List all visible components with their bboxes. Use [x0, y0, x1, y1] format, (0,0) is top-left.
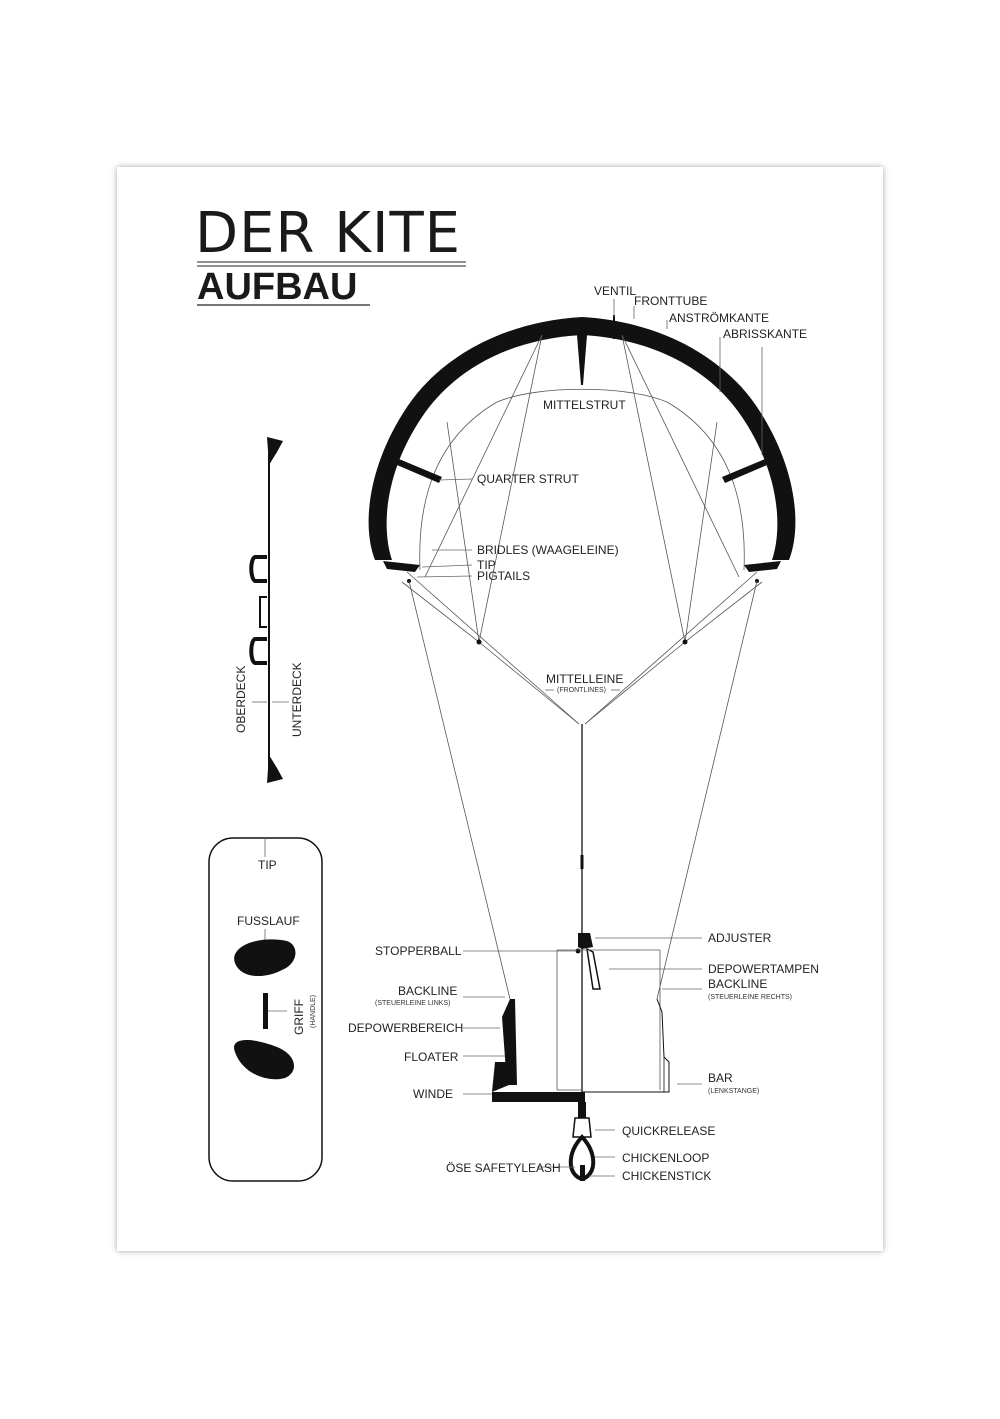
kite-anatomy-diagram — [117, 167, 883, 1251]
label-frontlines: (FRONTLINES) — [557, 687, 606, 694]
label-unterdeck: UNTERDECK — [290, 662, 304, 737]
board-side-view — [251, 437, 283, 783]
stopperball — [576, 949, 581, 954]
label-backline-left-sub: (STEUERLEINE LINKS) — [375, 1000, 451, 1007]
title: DER KITE — [195, 201, 462, 266]
label-chickenstick: CHICKENSTICK — [622, 1169, 712, 1183]
label-mittelleine: MITTELLEINE — [546, 672, 624, 686]
kite-tip-right — [744, 561, 781, 572]
bar-winder-left — [492, 1062, 509, 1092]
bar-left-end — [492, 1092, 585, 1102]
kite-bridles — [402, 335, 762, 724]
poster — [117, 167, 883, 1251]
label-mittelstrut: MITTELSTRUT — [543, 398, 626, 412]
subtitle: AUFBAU — [197, 266, 358, 308]
label-depowerbereich: DEPOWERBEREICH — [348, 1021, 464, 1035]
adjuster — [578, 933, 593, 949]
label-tip-kite: TIP — [477, 558, 496, 572]
backline-left-line — [409, 581, 510, 999]
label-quarter-strut: QUARTER STRUT — [477, 472, 579, 486]
footpad-top — [234, 939, 295, 976]
label-board-tip: TIP — [258, 858, 277, 872]
label-depowertampen: DEPOWERTAMPEN — [708, 962, 819, 976]
label-fronttube: FRONTTUBE — [634, 294, 708, 308]
label-floater: FLOATER — [404, 1050, 459, 1064]
kite-tip-left — [383, 561, 420, 572]
label-backline-right-sub: (STEUERLEINE RECHTS) — [708, 994, 793, 1001]
label-adjuster: ADJUSTER — [708, 931, 772, 945]
board-handle — [263, 993, 268, 1029]
kite-center-strut — [577, 335, 587, 385]
label-backline-left: BACKLINE — [398, 984, 458, 998]
quickrelease — [578, 1102, 586, 1118]
label-anstroemkante: ANSTRÖMKANTE — [669, 311, 770, 325]
kite-leaders — [417, 299, 762, 577]
center-line-splice — [581, 855, 584, 869]
label-handle: (HANDLE) — [310, 994, 317, 1028]
label-winde: WINDE — [413, 1087, 453, 1101]
label-backline-right: BACKLINE — [708, 977, 768, 991]
label-quickrelease: QUICKRELEASE — [622, 1124, 716, 1138]
label-ventil: VENTIL — [594, 284, 637, 298]
bar-right-end — [582, 999, 669, 1092]
label-abrisskante: ABRISSKANTE — [723, 327, 808, 341]
chickenstick — [580, 1165, 585, 1181]
footpad-bottom — [234, 1040, 294, 1079]
label-bar-sub: (LENKSTANGE) — [708, 1088, 760, 1095]
bridle-pulley-left — [477, 640, 482, 645]
label-stopperball: STOPPERBALL — [375, 944, 462, 958]
depower-tampen — [587, 949, 600, 989]
label-fusslauf: FUSSLAUF — [237, 914, 300, 928]
label-oese-safetyleash: ÖSE SAFETYLEASH — [446, 1161, 561, 1175]
depower-range — [557, 950, 660, 1090]
label-pigtails: PIGTAILS — [477, 569, 531, 583]
bridle-pulley-right — [683, 640, 688, 645]
label-chickenloop: CHICKENLOOP — [622, 1151, 710, 1165]
label-bridles: BRIDLES (WAAGELEINE) — [477, 543, 619, 557]
label-bar: BAR — [708, 1071, 733, 1085]
label-griff: GRIFF — [292, 999, 306, 1035]
label-oberdeck: OBERDECK — [234, 665, 248, 733]
quickrelease-body — [573, 1118, 591, 1137]
